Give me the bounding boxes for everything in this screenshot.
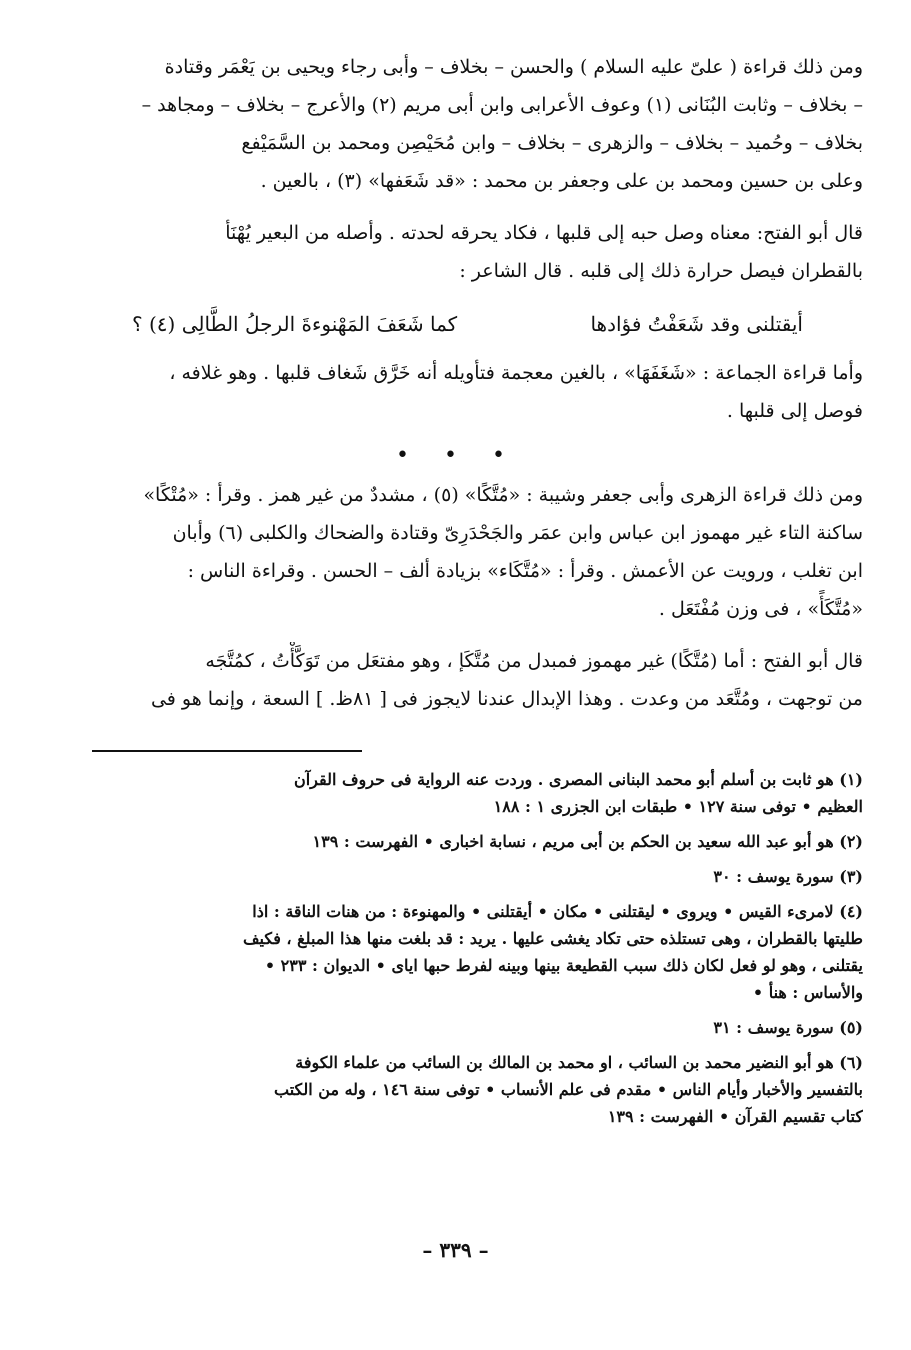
text-line: بالقطران فيصل حرارة ذلك إلى قلبه . قال الشاعر : <box>459 260 863 282</box>
text-line: من توجهت ، ومُتَّعَد من وعدت . وهذا الإبدال عندنا لايجوز فى [ ٨١ظ. ] السعة ، وإنما هو فى <box>150 688 863 710</box>
footnote-1 <box>52 766 863 820</box>
footnote-line: يقتلنى ، وهو لو فعل لكان ذلك سبب القطيعة بينها وبينه لفرط حبها اياى • الديوان : ٢٣٣ • <box>264 956 863 975</box>
poetry-verse <box>52 304 863 344</box>
footnotes <box>52 766 863 1130</box>
section-separator: • • • <box>396 443 519 468</box>
text-line: ومن ذلك قراءة ( علىّ عليه السلام ) والحسن – بخلاف – وأبى رجاء ويحيى بن يَعْمَر وقتادة <box>164 56 863 78</box>
footnote-line: كتاب تقسيم القرآن • الفهرست : ١٣٩ <box>607 1107 863 1126</box>
footnote-line: العظيم • توفى سنة ١٢٧ • طبقات ابن الجزرى ١ : ١٨٨ <box>493 797 863 816</box>
footnote-line: (٤) لامرىء القيس • ويروى • ليقتلنى • مكان • أيقتلنى • والمهنوءة : من هنات الناقة : اذا <box>252 902 863 921</box>
footnote-line: (٢) هو أبو عبد الله سعيد بن الحكم بن أبى مريم ، نسابة اخبارى • الفهرست : ١٣٩ <box>312 832 863 851</box>
text-line: «مُتَّكَأً» ، فى وزن مُفْتَعَل . <box>658 598 863 620</box>
footnote-6 <box>52 1049 863 1130</box>
footnote-line: (٦) هو أبو النضير محمد بن السائب ، او محمد بن المالك بن السائب من علماء الكوفة <box>295 1053 863 1072</box>
footnote-line: (٣) سورة يوسف : ٣٠ <box>713 867 863 886</box>
text-line: قال أبو الفتح: معناه وصل حبه إلى قلبها ، فكاد يحرقه لحدته . وأصله من البعير يُهْنَأ <box>225 222 863 244</box>
page-number: – ٣٣٩ – <box>422 1238 489 1262</box>
footnote-line: والأساس : هنأ • <box>752 983 863 1002</box>
footnote-line: بالتفسير والأخبار وأيام الناس • مقدم فى علم الأنساب • توفى سنة ١٤٦ ، وله من الكتب <box>274 1080 863 1099</box>
footnote-line: طليتها بالقطران ، وهى تستلذه حتى تكاد يغشى عليها . يريد : قد بلغت منها هذا المبلغ ، فكيف <box>242 929 863 948</box>
verse-second-hemistich: كما شَعَفَ المَهْنوءةَ الرجلُ الطَّالِى (٤) ؟ <box>132 312 458 336</box>
text-line: بخلاف – وحُميد – بخلاف – والزهرى – بخلاف – وابن مُحَيْصِن ومحمد بن السَّمَيْفع <box>241 132 863 154</box>
paragraph-1 <box>52 48 863 200</box>
footnote-4 <box>52 898 863 1006</box>
footnote-2 <box>52 828 863 855</box>
footnote-3 <box>52 863 863 890</box>
verse-first-hemistich: أيقتلنى وقد شَعَفْتُ فؤادها <box>590 312 803 336</box>
text-line: قال أبو الفتح : أما (مُتَّكًا) غير مهموز فمبدل من مُتَّكَإ ، وهو مفتعَل من تَوَكَّأْتُ ، كمُتَّجَه <box>205 650 863 672</box>
paragraph-3 <box>52 354 863 430</box>
footnote-divider <box>92 750 362 752</box>
text-line: ابن تغلب ، ورويت عن الأعمش . وقرأ : «مُتَّكَاء» بزيادة ألف – الحسن . وقراءة الناس : <box>187 560 863 582</box>
text-line: وأما قراءة الجماعة : «شَغَفَهَا» ، بالغين معجمة فتأويله أنه خَرَّق شَغاف قلبها . وهو غلافه ، <box>169 362 863 384</box>
paragraph-5 <box>52 642 863 718</box>
paragraph-2 <box>52 214 863 290</box>
text-line: – بخلاف – وثابت البُنَانى (١) وعوف الأعرابى وابن أبى مريم (٢) والأعرج – بخلاف – ومجاهد – <box>141 94 863 116</box>
footnote-5 <box>52 1014 863 1041</box>
footnote-line: (١) هو ثابت بن أسلم أبو محمد البنانى المصرى . وردت عنه الرواية فى حروف القرآن <box>293 770 863 789</box>
text-line: ومن ذلك قراءة الزهرى وأبى جعفر وشيبة : «مُتَّكًا» (٥) ، مشددٌ من غير همز . وقرأ : «مُتْكًا» <box>143 484 863 506</box>
footnote-divider-wrap <box>52 750 863 752</box>
footnote-line: (٥) سورة يوسف : ٣١ <box>713 1018 863 1037</box>
text-line: فوصل إلى قلبها . <box>726 400 863 422</box>
paragraph-4 <box>52 476 863 628</box>
text-line: وعلى بن حسين ومحمد بن على وجعفر بن محمد : «قد شَعَفها» (٣) ، بالعين . <box>260 170 863 192</box>
text-line: ساكنة التاء غير مهموز ابن عباس وابن عمَر والجَحْدَرِىّ وقتادة والضحاك والكلبى (٦) وأبان <box>172 522 863 544</box>
